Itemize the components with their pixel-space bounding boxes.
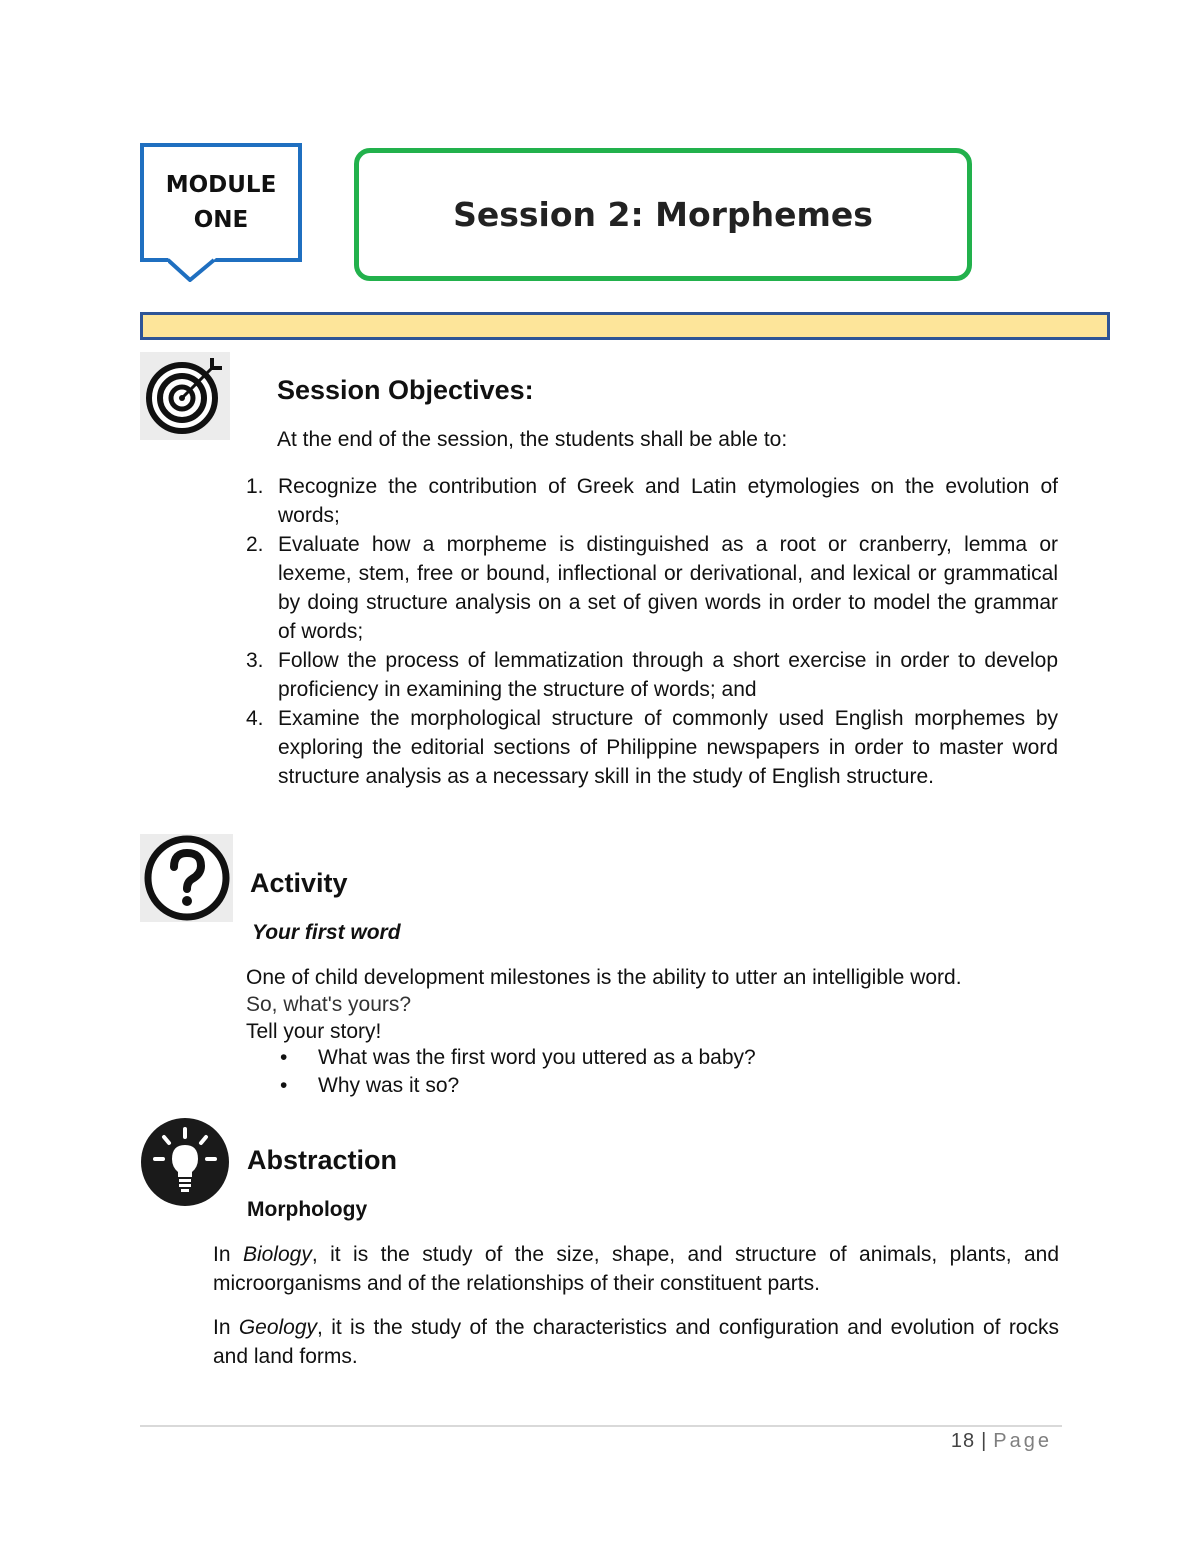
activity-heading: Activity [250,868,348,898]
session-title-box [354,148,972,281]
module-label-box [140,143,302,262]
page-word: Page [993,1430,1052,1452]
question-icon [140,834,233,922]
paragraph-biology: In Biology, it is the study of the size, shape, and structure of animals, plants, and microorganisms and of the relationships of their constituent parts. [213,1243,1059,1295]
list-item: • Why was it so? [280,1074,460,1097]
module-label-line2: ONE [193,206,249,233]
page-footer [951,1430,1052,1453]
list-item: • What was the first word you uttered as a baby? [280,1046,756,1069]
activity-line2: So, what's yours? [246,993,412,1016]
activity-subtitle: Your first word [252,921,401,944]
target-icon [140,352,230,440]
paragraph-geology: In Geology, it is the study of the characteristics and configuration and evolution of rocks and land forms. [213,1316,1059,1368]
objectives-heading: Session Objectives: [277,375,534,405]
objectives-list [246,472,1058,791]
lightbulb-icon [140,1117,230,1207]
list-item: 4. Examine the morphological structure of commonly used English morphemes by exploring the editorial sections of Philippine newspapers in order to master word structure analysis as a necessary skill in the study of English structure. [246,707,1058,788]
activity-line3: Tell your story! [246,1020,382,1043]
activity-line1: One of child development milestones is the ability to utter an intelligible word. [246,966,962,989]
footer-separator: | [981,1430,988,1452]
callout-tail-icon [168,258,216,282]
module-label-line1: MODULE [165,171,277,198]
abstraction-heading: Abstraction [247,1145,398,1175]
objectives-intro: At the end of the session, the students shall be able to: [277,428,788,451]
session-title: Session 2: Morphemes [453,195,873,234]
list-item: 3. Follow the process of lemmatization through a short exercise in order to develop proficiency in examining the structure of words; and [246,649,1058,701]
section-banner [140,312,1110,340]
page-number: 18 [950,1430,976,1452]
abstraction-subheading: Morphology [247,1198,368,1221]
footer-divider [140,1425,1062,1427]
term-geology: Geology [238,1316,318,1339]
term-biology: Biology [242,1243,312,1266]
list-item: 2. Evaluate how a morpheme is distinguished as a root or cranberry, lemma or lexeme, stem, free or bound, inflectional or derivational, and lexical or grammatical by doing structure analysis on a set of given words in order to model the grammar of words; [246,533,1058,643]
list-item: 1. Recognize the contribution of Greek and Latin etymologies on the evolution of words; [246,475,1058,527]
activity-bullets [280,1044,756,1100]
